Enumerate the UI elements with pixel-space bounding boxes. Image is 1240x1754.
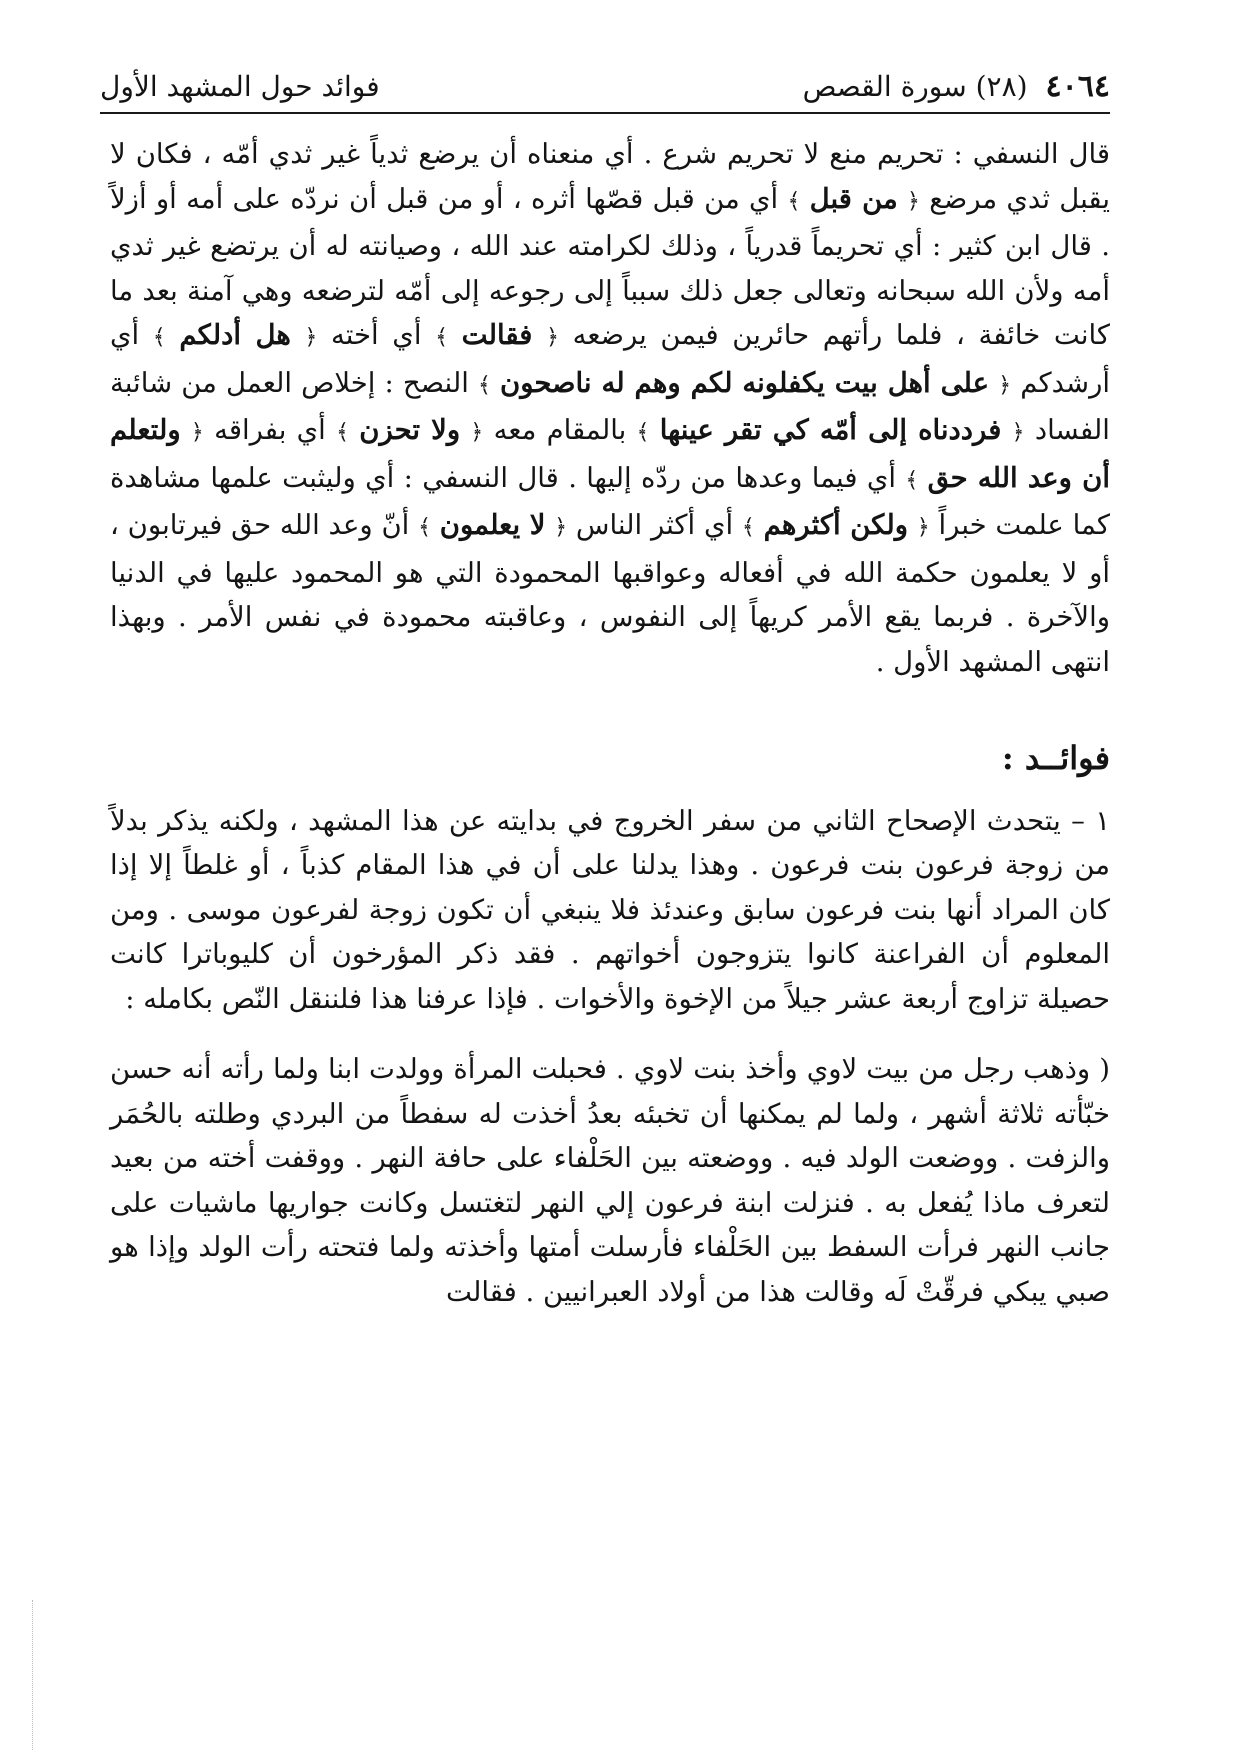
quran-bracket-open: ﴿ [546,325,559,350]
text-run: النصح : إخلاص العمل من شائبة الفساد [110,366,1110,446]
running-header [100,62,1110,110]
quran-bracket-open: ﴿ [554,515,568,540]
page-number: ٤٠٦٤ [1045,68,1110,104]
text-run: أي بفراقه [214,414,326,446]
quran-bracket-open: ﴿ [190,420,204,445]
page-body [110,132,1110,1314]
quran-quote: على أهل بيت يكفلونه لكم وهم له ناصحون [500,366,990,399]
quran-bracket-close: ﴾ [152,325,166,350]
quran-bracket-close: ﴾ [435,325,448,350]
quran-bracket-close: ﴾ [905,467,919,493]
text-run: أي فيما وعدها من ردّه إليها . قال النسفي : أي وليثبت علمها مشاهدة كما علمت خبراً [110,461,1110,541]
quran-quote: ولا تحزن [359,414,461,446]
quran-quote: لا يعلمون [439,509,546,541]
quran-quote: ولتعلم أن وعد الله حق [110,414,1110,494]
quran-bracket-open: ﴿ [1011,420,1025,445]
quran-bracket-close: ﴾ [787,188,801,214]
section-title: فوائد حول المشهد الأول [100,69,380,103]
quran-bracket-close: ﴾ [636,420,650,445]
text-run: بالمقام معه [493,414,627,446]
header-right [803,69,1110,104]
quran-bracket-open: ﴿ [470,420,484,445]
quran-bracket-close: ﴾ [418,515,431,540]
quran-bracket-close: ﴾ [477,372,491,398]
quran-bracket-close: ﴾ [741,515,755,540]
header-rule [100,112,1110,114]
text-run: أي أخته [331,319,422,351]
text-run: قال النسفي : تحريم منع لا تحريم شرع . أي منعناه أن يرضع ثدياً غير ثدي أمّه ، فكان لا يقبل ثدي مرضع [110,138,1110,215]
surah-title: (٢٨) سورة القصص [802,69,1028,103]
quran-quote: فرددناه إلى أمّه كي تقر عينها [659,414,1002,446]
quran-bracket-open: ﴿ [998,372,1012,398]
fawaid-heading: فوائــد : [1001,739,1110,777]
text-run: أنّ وعد الله حق فيرتابون ، أو لا يعلمون حكمة الله في أفعاله وعواقبها المحمودة التي هو المحمود عليها في الدنيا والآخرة . فربما يقع الأمر كريهاً إلى النفوس ، وعاقبته محمودة في نفس الأمر . وبهذا انتهى المشهد الأول . [110,509,1110,678]
quran-bracket-close: ﴾ [336,420,349,445]
quran-bracket-open: ﴿ [304,325,318,350]
quran-bracket-open: ﴿ [916,515,930,540]
quran-quote: هل أدلكم [179,319,291,351]
commentary-paragraph [110,132,1110,684]
text-run: أي أرشدكم [110,319,1111,399]
text-run: أي أكثر الناس [575,509,734,541]
quran-quote: ولكن أكثرهم [763,509,909,541]
fawaid-point-1: ١ – يتحدث الإصحاح الثاني من سفر الخروج في بدايته عن هذا المشهد ، ولكنه يذكر بدلاً من زوجة فرعون بنت فرعون . وهذا يدلنا على أن في هذا المقام كذباً ، أو غلطاً إلا إذا كان المراد أنها بنت فرعون سابق وعندئذ فلا ينبغي أن تكون زوجة لفرعون موسى . ومن المعلوم أن الفراعنة كانوا يتزوجون أخواتهم . فقد ذكر المؤرخون أن كليوباترا كانت حصيلة تزاوج أربعة عشر جيلاً من الإخوة والأخوات . فإذا عرفنا هذا فلننقل النّص بكامله : [110,804,1110,1015]
quran-quote: من قبل [809,182,898,215]
text-run: أي من قبل قصّها أثره ، أو من قبل أن نردّه على أمه أو أزلاً . قال ابن كثير : أي تحريماً قدرياً ، وذلك لكرامته عند الله ، وصيانته له أن يرتضع غير ثدي أمه ولأن الله سبحانه وتعالى جعل ذلك سبباً إلى رجوعه إلى أمّه لترضعه وهي آمنة بعد ما كانت خائفة ، فلما رأتهم حائرين فيمن يرضعه [110,182,1110,351]
quran-bracket-open: ﴿ [907,188,920,214]
scan-margin-line [32,1600,33,1750]
quoted-exodus-text: ( وذهب رجل من بيت لاوي وأخذ بنت لاوي . فحبلت المرأة وولدت ابنا ولما رأته أنه حسن خبّأته ثلاثة أشهر ، ولما لم يمكنها أن تخبئه بعدُ أخذت له سفطاً من البردي وطلته بالحُمَر والزفت . ووضعت الولد فيه . ووضعته بين الحَلْفاء على حافة النهر . ووقفت أخته من بعيد لتعرف ماذا يُفعل به . فنزلت ابنة فرعون إلي النهر لتغتسل وكانت جواريها ماشيات على جانب النهر فرأت السفط بين الحَلْفاء فأرسلت أمتها وأخذته ولما فتحته رأت الولد وإذا هو صبي يبكي فرقّتْ لَه وقالت هذا من أولاد العبرانيين . فقالت [110,1053,1110,1308]
quran-quote: فقالت [461,319,533,351]
